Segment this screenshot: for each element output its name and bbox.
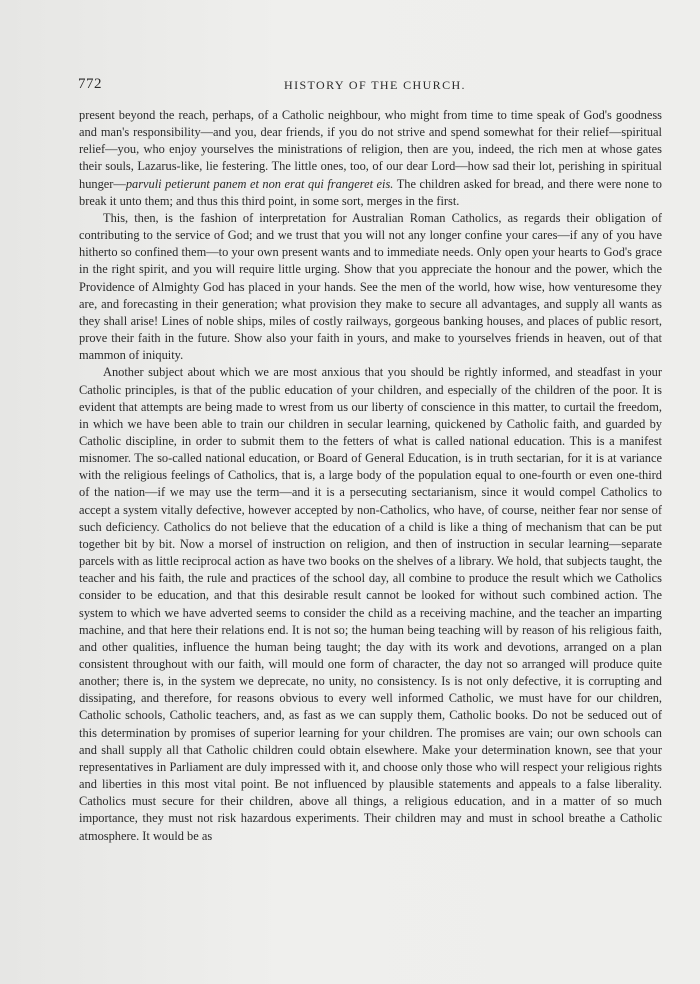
paragraph-1 [79, 107, 662, 210]
running-title: HISTORY OF THE CHURCH. [284, 78, 466, 92]
paragraph-2: This, then, is the fashion of interpretation for Australian Roman Catholics, as regards their obligation of contributing to the service of God; and we trust that you will not any longer confine your cares—if any of you have hitherto so confined them—to your own present wants and to immediate needs. Only open your hearts to God's grace in the right spirit, and you will require little urging. Show that you appreciate the honour and the power, which the Providence of Almighty God has placed in your hands. See the men of the world, how wise, how venturesome they are, and forecasting in their generation; what provision they make to secure all advantages, and supply all wants as they shall arise! Lines of noble ships, miles of costly railways, gorgeous banking houses, and places of public resort, prove their faith in the future. Show also your faith in yours, and make to yourselves friends in heaven, out of that mammon of iniquity. [79, 210, 662, 363]
paragraph-3: Another subject about which we are most anxious that you should be rightly informed, and steadfast in your Catholic principles, is that of the public education of your children, and especially of the children of the poor. It is evident that attempts are being made to wrest from us our liberty of conscience in this matter, to curtail the freedom, in which we have been able to train our children in secular learning, quickened by Catholic faith, and guarded by Catholic discipline, in order to submit them to the fetters of what is called national education. This is a manifest misnomer. The so-called national education, or Board of General Education, is in truth sectarian, for it is at variance with the religious feelings of Catholics, that is, a large body of the population equal to one-fourth or even one-third of the nation—if we may use the term—and it is a persecuting sectarianism, since it would compel Catholics to accept a system vitally defective, however accepted by non-Catholics, who have, of course, neither fear nor sense of such deficiency. Catholics do not believe that the education of a child is like a thing of mechanism that can be put together bit by bit. Now a morsel of instruction on religion, and then of instruction in secular learning—separate parcels with as little reciprocal action as have two books on the shelves of a library. We hold, that subjects taught, the teacher and his faith, the rule and practices of the school day, all combine to produce the result which we Catholics consider to be education, and that this desirable result cannot be looked for without such combined action. The system to which we have adverted seems to consider the child as a receiving machine, and the teacher an imparting machine, and that here their relations end. It is not so; the human being teaching will by reason of his religious faith, and other qualities, influence the human being taught; the day with its work and devotions, arranged on a plan consistent throughout with our faith, will mould one form of character, the day not so arranged will produce quite another; there is, in the system we deprecate, no unity, no consistency. Is is not only defective, it is corrupting and dissipating, and therefore, for reasons obvious to every well informed Catholic, we must have for our children, Catholic schools, Catholic teachers, and, as fast as we can supply them, Catholic books. Do not be seduced out of this determination by promises of superior learning for your children. The promises are vain; our own schools can and shall supply all that Catholic children could obtain elsewhere. Make your determination known, see that your representatives in Parliament are duly impressed with it, and choose only those who will respect your religious rights and liberties in this most vital point. Be not influenced by plausible statements and appeals to a false liberality. Catholics must secure for their children, above all things, a religious education, and in a matter of so much importance, they must not risk hazardous experiments. Their children may and must in school breathe a Catholic atmosphere. It would be as [79, 365, 662, 843]
body-text [79, 107, 662, 845]
page-header [78, 76, 660, 96]
paragraph-1-ending: The children asked for bread, and there were none to break it unto them; and thus this third point, in some sort, merges in the first. [79, 176, 662, 208]
latin-quotation: parvuli petierunt panem et non erat qui frangeret eis. [125, 176, 394, 191]
paragraph-1-text: present beyond the reach, perhaps, of a Catholic neighbour, who might from time to time speak of God's goodness and man's responsibility—and you, dear friends, if you do not strive and spend somewhat for their relief—spiritual relief—you, who enjoy yourselves the ministrations of religion, then are you, indeed, the rich men at whose gates their souls, Lazarus-like, lie festering. The little ones, too, of our dear Lord—how sad their lot, perishing in spiritual hunger— [79, 108, 662, 191]
page-number: 772 [78, 76, 102, 92]
